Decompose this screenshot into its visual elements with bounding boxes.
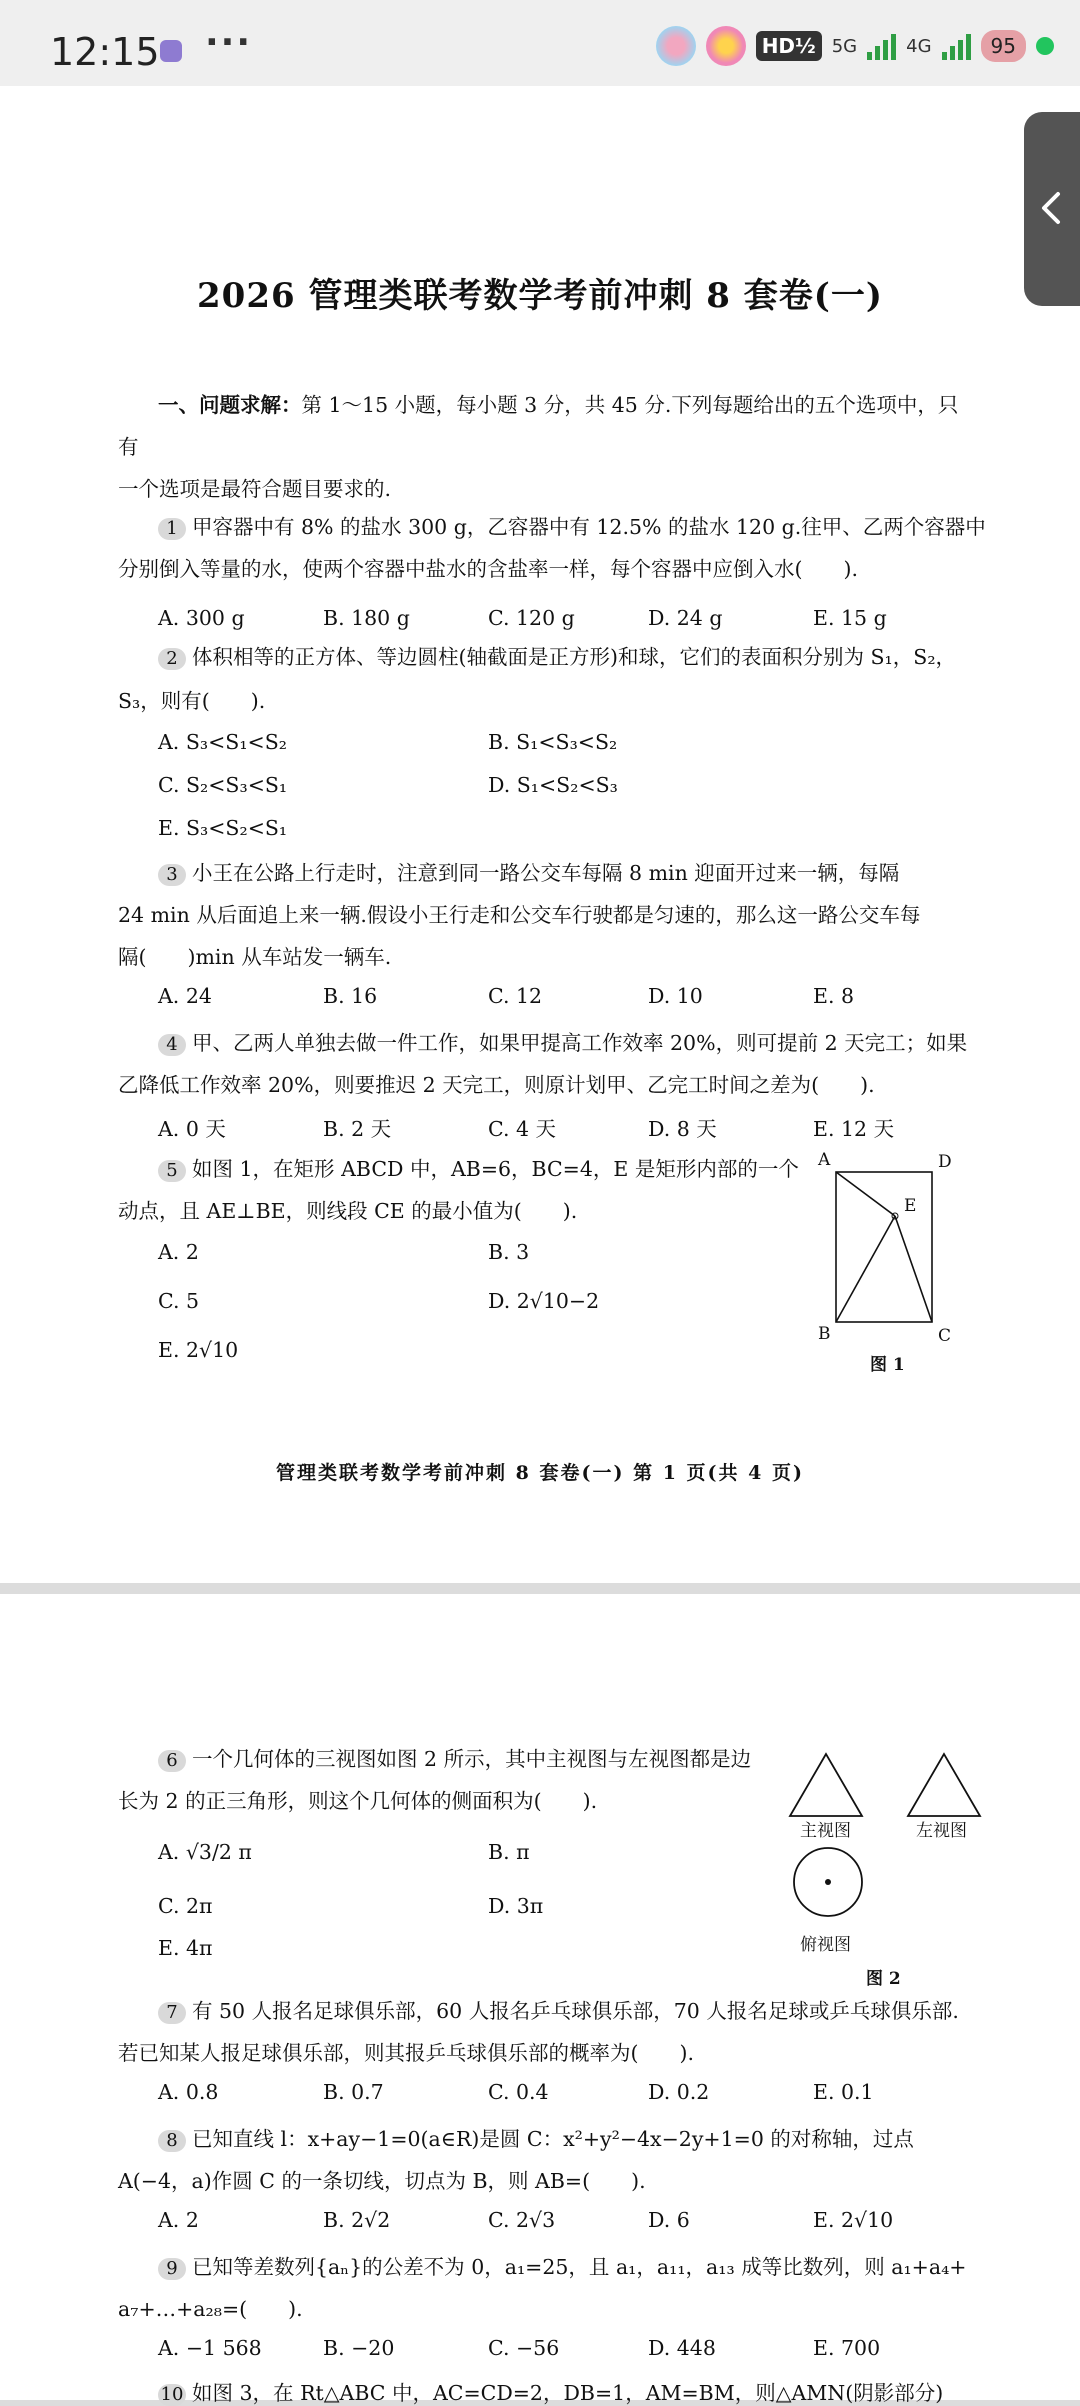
question-1-number: 1 <box>158 518 186 540</box>
option[interactable]: D. 8 天 <box>648 1117 717 1141</box>
status-bar <box>0 0 1080 86</box>
option[interactable]: A. 24 <box>158 984 212 1008</box>
option[interactable]: C. 5 <box>158 1289 200 1313</box>
option[interactable]: E. S₃<S₂<S₁ <box>158 816 288 840</box>
question-3-number: 3 <box>158 864 186 886</box>
option[interactable]: E. 12 天 <box>813 1117 895 1141</box>
question-1-line-1 <box>158 510 986 540</box>
page-footer: 管理类联考数学考前冲刺 8 套卷(一) 第 1 页(共 4 页) <box>276 1462 804 1484</box>
question-7-text-1: 有 50 人报名足球俱乐部，60 人报名乒乓球俱乐部，70 人报名足球或乒乓球俱乐部. <box>192 1999 959 2023</box>
option[interactable]: C. 0.4 <box>488 2080 549 2104</box>
question-5-number: 5 <box>158 1160 186 1182</box>
question-8-number: 8 <box>158 2130 186 2152</box>
left-view-triangle <box>908 1754 980 1816</box>
top-view-center <box>825 1879 831 1885</box>
option[interactable]: A. √3/2 π <box>158 1840 252 1864</box>
question-8-line-1 <box>158 2122 914 2152</box>
figure-1-caption: 图 1 <box>870 1355 905 1375</box>
question-6-text-1: 一个几何体的三视图如图 2 所示，其中主视图与左视图都是边 <box>192 1747 752 1771</box>
question-7-line-1 <box>158 1994 959 2024</box>
option[interactable]: E. 8 <box>813 984 855 1008</box>
option[interactable]: B. −20 <box>323 2336 395 2360</box>
option[interactable]: D. 10 <box>648 984 703 1008</box>
chevron-left-icon <box>1038 190 1066 226</box>
option[interactable]: D. 448 <box>648 2336 716 2360</box>
option[interactable]: C. S₂<S₃<S₁ <box>158 773 288 797</box>
option[interactable]: A. 0 天 <box>158 1117 226 1141</box>
label-b: B <box>818 1324 831 1344</box>
signal-bars-2-icon <box>942 32 971 60</box>
question-4-line-2: 乙降低工作效率 20%，则要推迟 2 天完工，则原计划甲、乙完工时间之差为( ). <box>118 1073 875 1097</box>
section-text-2: 一个选项是最符合题目要求的. <box>118 477 392 501</box>
section-instructions <box>118 384 978 510</box>
more-notifications-icon: ··· <box>205 22 253 63</box>
option[interactable]: B. 16 <box>323 984 378 1008</box>
left-view-label: 左视图 <box>916 1821 967 1841</box>
segment-ce <box>895 1216 932 1322</box>
segment-be <box>836 1216 895 1322</box>
question-4-number: 4 <box>158 1034 186 1056</box>
option[interactable]: C. 12 <box>488 984 543 1008</box>
document-page-1[interactable] <box>0 86 1080 1583</box>
question-9-number: 9 <box>158 2258 186 2280</box>
question-10-text-1: 如图 3，在 Rt△ABC 中，AC=CD=2，DB=1，AM=BM，则△AMN(阴影部分) <box>192 2381 944 2405</box>
status-time: 12:15 <box>50 30 160 74</box>
label-a: A <box>818 1150 831 1170</box>
app-notification-icon <box>160 40 182 62</box>
question-3-line-2: 24 min 从后面追上来一辆.假设小王行走和公交车行驶都是匀速的，那么这一路公交车每 <box>118 903 921 927</box>
option[interactable]: B. 2√2 <box>323 2208 391 2232</box>
option[interactable]: C. 2√3 <box>488 2208 556 2232</box>
option[interactable]: E. 4π <box>158 1936 213 1960</box>
front-view-triangle <box>790 1754 862 1816</box>
question-6-line-2: 长为 2 的正三角形，则这个几何体的侧面积为( ). <box>118 1789 598 1813</box>
option[interactable]: B. S₁<S₃<S₂ <box>488 730 618 754</box>
battery-indicator: 95 <box>981 30 1026 62</box>
question-1-line-2: 分别倒入等量的水，使两个容器中盐水的含盐率一样，每个容器中应倒入水( ). <box>118 557 859 581</box>
question-5-line-2: 动点，且 AE⊥BE，则线段 CE 的最小值为( ). <box>118 1199 578 1223</box>
option[interactable]: D. 0.2 <box>648 2080 710 2104</box>
label-e: E <box>904 1196 917 1216</box>
section-text-1: 第 1～15 小题，每小题 3 分，共 45 分.下列每题给出的五个选项中，只有 <box>118 393 959 459</box>
option[interactable]: A. −1 568 <box>158 2336 262 2360</box>
option[interactable]: A. S₃<S₁<S₂ <box>158 730 287 754</box>
top-view-label: 俯视图 <box>800 1935 851 1955</box>
question-6-line-1 <box>158 1742 751 1772</box>
option[interactable]: E. 0.1 <box>813 2080 874 2104</box>
option[interactable]: B. 0.7 <box>323 2080 384 2104</box>
option[interactable]: C. 2π <box>158 1894 213 1918</box>
label-d: D <box>938 1152 952 1172</box>
option[interactable]: D. 24 g <box>648 606 723 630</box>
front-view-label: 主视图 <box>800 1821 851 1841</box>
option[interactable]: B. π <box>488 1840 530 1864</box>
question-5-text-1: 如图 1，在矩形 ABCD 中，AB=6，BC=4，E 是矩形内部的一个 <box>192 1157 799 1181</box>
page-title: 2026 管理类联考数学考前冲刺 8 套卷(一) <box>197 276 883 316</box>
rect-abcd <box>836 1172 932 1322</box>
question-8-text-1: 已知直线 l：x+ay−1=0(a∈R)是圆 C：x²+y²−4x−2y+1=0 的对称轴，过点 <box>192 2127 914 2151</box>
question-3-text-1: 小王在公路上行走时，注意到同一路公交车每隔 8 min 迎面开过来一辆，每隔 <box>192 861 900 885</box>
option[interactable]: C. 120 g <box>488 606 575 630</box>
option[interactable]: A. 300 g <box>158 606 245 630</box>
option[interactable]: A. 0.8 <box>158 2080 219 2104</box>
option[interactable]: D. 2√10−2 <box>488 1289 600 1313</box>
question-10-number: 10 <box>158 2384 186 2406</box>
option[interactable]: E. 700 <box>813 2336 881 2360</box>
question-8-line-2: A(−4，a)作圆 C 的一条切线，切点为 B，则 AB=( ). <box>118 2169 646 2193</box>
option[interactable]: D. S₁<S₂<S₃ <box>488 773 618 797</box>
question-9-line-2: a₇+…+a₂₈=( ). <box>118 2297 303 2321</box>
question-7-line-2: 若已知某人报足球俱乐部，则其报乒乓球俱乐部的概率为( ). <box>118 2041 695 2065</box>
signal-bars-icon <box>867 32 896 60</box>
option[interactable]: B. 2 天 <box>323 1117 392 1141</box>
privacy-dot-icon <box>1036 37 1054 55</box>
question-9-text-1: 已知等差数列{aₙ}的公差不为 0，a₁=25，且 a₁，a₁₁，a₁₃ 成等比数列，则 a₁+a₄+ <box>192 2255 967 2279</box>
option[interactable]: E. 15 g <box>813 606 887 630</box>
option[interactable]: D. 3π <box>488 1894 544 1918</box>
flower-sticker-icon <box>706 26 746 66</box>
option[interactable]: C. 4 天 <box>488 1117 557 1141</box>
back-button[interactable] <box>1024 112 1080 306</box>
option[interactable]: A. 2 <box>158 2208 199 2232</box>
signal-label-2: 4G <box>906 35 932 57</box>
segment-ae <box>836 1172 895 1216</box>
status-right <box>656 26 1054 66</box>
question-2-line-1 <box>158 640 956 670</box>
option[interactable]: E. 2√10 <box>158 1338 239 1362</box>
question-7-number: 7 <box>158 2002 186 2024</box>
option[interactable]: D. 6 <box>648 2208 690 2232</box>
question-9-line-1 <box>158 2250 966 2280</box>
question-3-line-1 <box>158 856 899 886</box>
question-2-text-1: 体积相等的正方体、等边圆柱(轴截面是正方形)和球，它们的表面积分别为 S₁，S₂， <box>192 645 957 669</box>
question-3-line-3: 隔( )min 从车站发一辆车. <box>118 945 392 969</box>
hd-voice-badge: HD½ <box>756 31 822 61</box>
label-c: C <box>938 1326 952 1346</box>
question-6-number: 6 <box>158 1750 186 1772</box>
figure-2-caption: 图 2 <box>866 1969 901 1989</box>
signal-label-1: 5G <box>831 35 858 57</box>
option[interactable]: E. 2√10 <box>813 2208 894 2232</box>
decor-sticker-icon <box>656 26 696 66</box>
option[interactable]: B. 3 <box>488 1240 530 1264</box>
question-2-line-2: S₃，则有( ). <box>118 689 266 713</box>
section-heading: 一、问题求解： <box>158 393 302 417</box>
option[interactable]: B. 180 g <box>323 606 410 630</box>
question-1-text-1: 甲容器中有 8% 的盐水 300 g，乙容器中有 12.5% 的盐水 120 g.往甲、乙两个容器中 <box>192 515 986 539</box>
question-4-line-1 <box>158 1026 967 1056</box>
question-2-number: 2 <box>158 648 186 670</box>
option[interactable]: C. −56 <box>488 2336 560 2360</box>
option[interactable]: A. 2 <box>158 1240 199 1264</box>
question-4-text-1: 甲、乙两人单独去做一件工作，如果甲提高工作效率 20%，则可提前 2 天完工；如果 <box>192 1031 968 1055</box>
question-5-line-1 <box>158 1152 799 1182</box>
document-page-2[interactable] <box>0 1594 1080 2405</box>
question-10-line-1 <box>158 2376 943 2406</box>
